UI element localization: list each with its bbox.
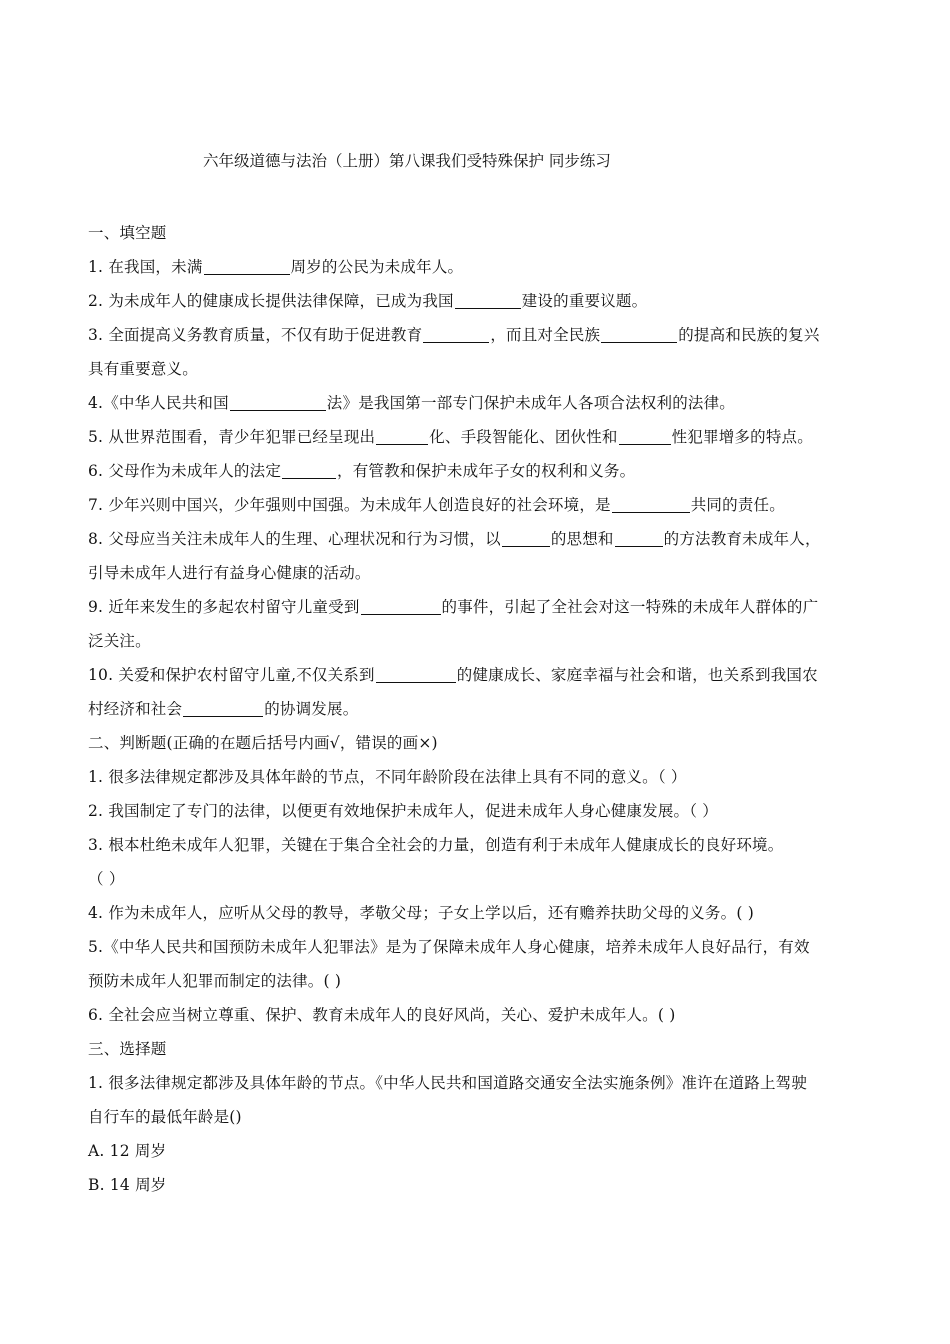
answer-blank [282,463,336,480]
fill-question-3-cont: 具有重要意义。 [88,360,198,378]
answer-blank [619,429,671,446]
fill-question-1: 1. 在我国，未满 周岁的公民为未成年人。 [88,258,464,276]
tf-question-6: 6. 全社会应当树立尊重、保护、教育未成年人的良好风尚，关心、爱护未成年人。( ) [88,1006,676,1024]
answer-blank [612,497,690,514]
fill-question-6: 6. 父母作为未成年人的法定 ，有管教和保护未成年子女的权利和义务。 [88,462,636,480]
document-title: 六年级道德与法治（上册）第八课我们受特殊保护 同步练习 [203,152,611,170]
section-heading: 三、选择题 [88,1040,167,1058]
answer-blank [455,293,521,310]
fill-question-3: 3. 全面提高义务教育质量，不仅有助于促进教育 ，而且对全民族 的提高和民族的复兴 [88,326,820,344]
tf-question-3-cont: （ ） [88,870,125,888]
fill-question-8-cont: 引导未成年人进行有益身心健康的活动。 [88,564,371,582]
document-body [88,216,868,1202]
section-heading: 一、填空题 [88,224,167,242]
fill-question-5: 5. 从世界范围看，青少年犯罪已经呈现出 化、手段智能化、团伙性和 性犯罪增多的特点。 [88,428,813,446]
answer-blank [502,531,550,548]
choice-option-b: B. 14 周岁 [88,1176,167,1194]
answer-blank [376,667,456,684]
section-heading: 二、判断题(正确的在题后括号内画√，错误的画×) [88,734,438,752]
answer-blank [183,701,263,718]
tf-question-4: 4. 作为未成年人，应听从父母的教导，孝敬父母；子女上学以后，还有赡养扶助父母的义务。( ) [88,904,754,922]
tf-question-5-cont: 预防未成年人犯罪而制定的法律。( ) [88,972,342,990]
answer-blank [361,599,441,616]
tf-question-3: 3. 根本杜绝未成年人犯罪，关键在于集合全社会的力量，创造有利于未成年人健康成长的良好环境。 [88,836,784,854]
fill-question-8: 8. 父母应当关注未成年人的生理、心理状况和行为习惯，以 的思想和 的方法教育未成年人， [88,530,821,548]
answer-blank [601,327,677,344]
tf-question-1: 1. 很多法律规定都涉及具体年龄的节点，不同年龄阶段在法律上具有不同的意义。（ ） [88,768,687,786]
answer-blank [204,259,290,276]
answer-blank [230,395,326,412]
fill-question-9: 9. 近年来发生的多起农村留守儿童受到 的事件，引起了全社会对这一特殊的未成年人群体的广 [88,598,819,616]
fill-question-10-cont: 村经济和社会 的协调发展。 [88,700,359,718]
fill-question-4: 4.《中华人民共和国 法》是我国第一部专门保护未成年人各项合法权利的法律。 [88,394,735,412]
fill-question-10: 10. 关爱和保护农村留守儿童,不仅关系到 的健康成长、家庭幸福与社会和谐，也关系到我国农 [88,666,818,684]
choice-question-1: 1. 很多法律规定都涉及具体年龄的节点。《中华人民共和国道路交通安全法实施条例》准许在道路上驾驶 [88,1074,808,1092]
answer-blank [615,531,663,548]
answer-blank [376,429,428,446]
choice-option-a: A. 12 周岁 [88,1142,167,1160]
fill-question-9-cont: 泛关注。 [88,632,151,650]
tf-question-5: 5.《中华人民共和国预防未成年人犯罪法》是为了保障未成年人身心健康，培养未成年人良好品行，有效 [88,938,810,956]
choice-question-1-cont: 自行车的最低年龄是() [88,1108,242,1126]
fill-question-2: 2. 为未成年人的健康成长提供法律保障，已成为我国 建设的重要议题。 [88,292,648,310]
tf-question-2: 2. 我国制定了专门的法律，以便更有效地保护未成年人，促进未成年人身心健康发展。（ ） [88,802,718,820]
answer-blank [423,327,489,344]
fill-question-7: 7. 少年兴则中国兴，少年强则中国强。为未成年人创造良好的社会环境，是 共同的责任。 [88,496,785,514]
